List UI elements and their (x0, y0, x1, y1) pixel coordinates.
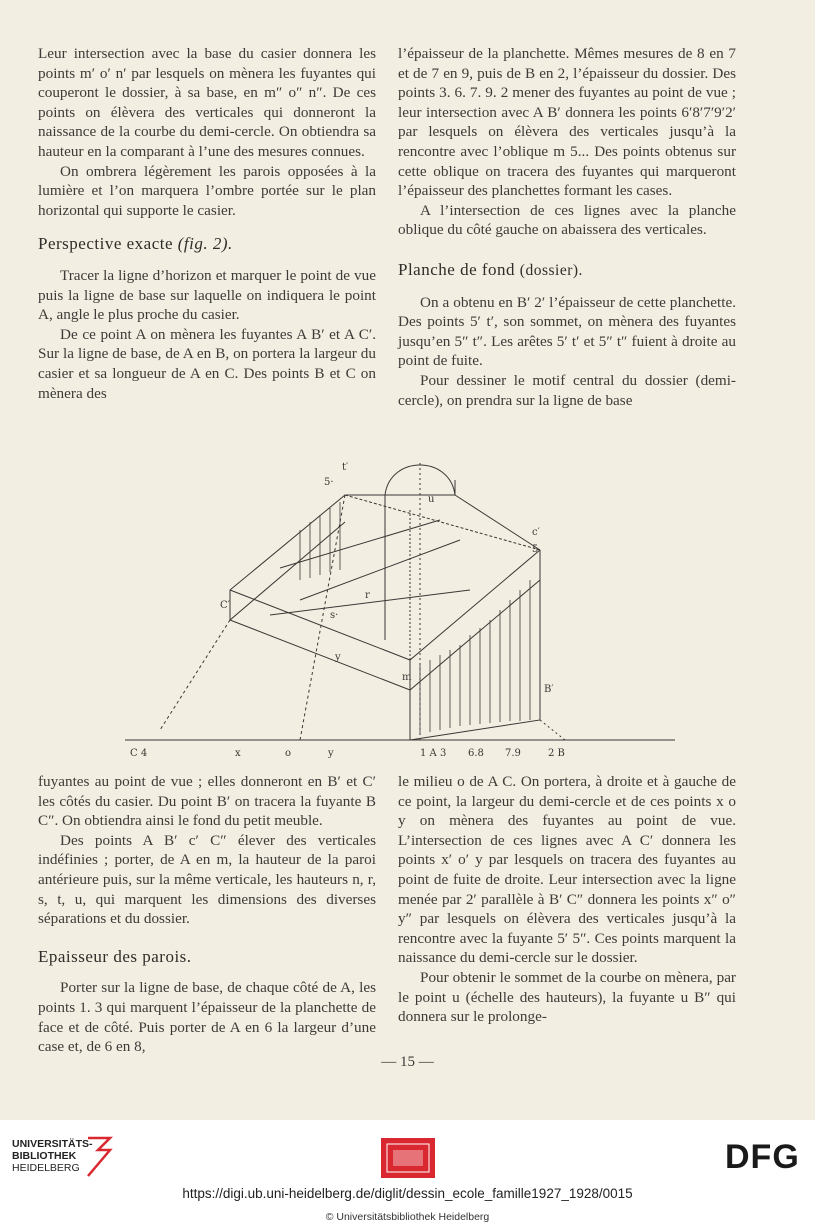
paragraph: A l’intersection de ces lignes avec la planche oblique du côté gauche on abaissera des verticales. (398, 201, 736, 239)
section-heading-epaisseur: Epaisseur des parois. (38, 946, 192, 966)
label-base-68: 6.8 (468, 748, 484, 759)
column-right-bottom (398, 772, 736, 1027)
paragraph: On a obtenu en B′ 2′ l’épaisseur de cette planchette. Des points 5′ t′, son sommet, on mènera des fuyantes jusqu’en 5″ t″. Les arêtes 5′ t′ et 5″ t″ fuient à droite au point de fuite. (398, 293, 736, 370)
paragraph: Porter sur la ligne de base, de chaque côté de A, les points 1. 3 qui marquent l’épaisseur de la planchette de face et de côté. Puis porter de A en 6 la largeur d’une case et, de 6 en 8, (38, 979, 376, 1056)
label-base-y: y (328, 748, 334, 759)
column-left-top (38, 44, 376, 403)
heading-subtitle: (dossier). (519, 261, 583, 279)
paragraph: On ombrera légèrement les parois opposées à la lumière et l’on marquera l’ombre portée sur le plan horizontal qui supporte le casier. (38, 162, 376, 219)
copyright: © Universitätsbibliothek Heidelberg (325, 1211, 490, 1223)
paragraph: le milieu o de A C. On portera, à droite et à gauche de ce point, la largeur du demi-cercle et de ces points x o y on mènera des fuyantes au point de vue. L’intersection de ces lignes avec A C′ donnera les points x′ o′ y par lesquels on tracera des fuyantes au point de fuite de droite. Leur intersection avec la ligne menée par 2′ parallèle à B′ C″ donnera les points x″ o″ y″ par lesquels on élèvera des verticales jusqu’à la rencontre avec la fuyante 5′ 5″. Ces points marquent la naissance du demi-cercle sur le dossier. (398, 773, 736, 967)
label-base-2b: 2 B (548, 748, 565, 759)
label-base-1a3: 1 A 3 (420, 748, 447, 759)
paragraph: Pour obtenir le sommet de la courbe on mènera, par le point u (échelle des hauteurs), la fuyante u B″ qui donnera sur le prolonge- (398, 968, 736, 1026)
section-heading-perspective (38, 234, 376, 254)
paragraph: Leur intersection avec la base du casier donnera les points m′ o′ n′ par lesquels on mènera les fuyantes qui couperont le dossier, à sa base, en m″ o″ n″. De ces points on élèvera des verticales qui donneront la naissance de la courbe du demi-cercle. On obtiendra sa hauteur en la comparant à l’une des mesures connues. (38, 45, 376, 160)
label-m: m (402, 672, 412, 683)
page-url-link[interactable]: https://digi.ub.uni-heidelberg.de/diglit/dessin_ecole_famille1927_1928/0015 (182, 1186, 633, 1201)
casier-left-edge (230, 480, 455, 590)
label-y: y (335, 652, 341, 663)
label-r: r (365, 590, 370, 601)
label-u: u (428, 494, 435, 505)
paragraph: l’épaisseur de la planchette. Mêmes mesures de 8 en 7 et de 7 en 9, puis de B en 2, l’épaisseur du dossier. Des points 3. 6. 7. 9. 2 mener des fuyantes au point de vue ; leur intersection avec A B′ donnera les points 6′8′7′9′2′ par lesquels on élèvera des verticales jusqu’à la rencontre avec l’oblique m 5... Des points obtenus sur cette oblique on tracera des fuyantes qui marqueront l’épaisseur des planchettes formant les cases. (398, 45, 736, 200)
label-base-c4: C 4 (130, 748, 148, 759)
label-base-x: x (235, 748, 241, 759)
section-heading-planche (398, 260, 736, 281)
label-5-right: 5 (532, 544, 539, 555)
label-C-prime: C′ (220, 600, 230, 611)
heading-figure-ref: (fig. 2). (177, 234, 233, 254)
label-B-prime: B′ (544, 684, 554, 695)
perspective-drawing (120, 440, 680, 760)
heading-text: Planche de fond (398, 259, 516, 279)
project-logo-icon (381, 1138, 435, 1178)
library-mark-icon (84, 1136, 114, 1178)
library-logo-text (12, 1138, 93, 1174)
paragraph: Pour dessiner le motif central du dossier (demi-cercle), on prendra sur la ligne de base (398, 371, 736, 409)
label-c-prime: c′ (532, 527, 540, 538)
label-t-prime: t′ (342, 462, 349, 473)
label-base-o: o (285, 748, 292, 759)
paragraph: De ce point A on mènera les fuyantes A B′ et A C′. Sur la ligne de base, de A en B, on portera la largeur du casier et sa longueur de A en C. Des points B et C on mènera des (38, 325, 376, 402)
label-s: s· (330, 610, 339, 621)
heading-text: Perspective exacte (38, 234, 174, 254)
paragraph: fuyantes au point de vue ; elles donneront en B′ et C′ les côtés du casier. Du point B′ on tracera la fuyante B C″. On obtiendra ainsi le fond du petit meuble. (38, 773, 376, 830)
library-line: HEIDELBERG (12, 1162, 80, 1174)
dfg-logo: DFG (725, 1138, 800, 1176)
label-5: 5· (324, 477, 334, 488)
paragraph: Tracer la ligne d’horizon et marquer le point de vue puis la ligne de base sur laquelle on indiquera le point A, angle le plus proche du casier. (38, 266, 376, 324)
page-number: — 15 — (381, 1054, 434, 1070)
column-left-bottom (38, 772, 376, 1057)
library-line: UNIVERSITÄTS- (12, 1138, 93, 1150)
paragraph: Des points A B′ c′ C″ élever des verticales indéfinies ; porter, de A en m, la hauteur de la paroi antérieure puis, sur la même verticale, les hauteurs n, r, s, t, u, qui marquent les dimensions des diverses séparations et du dossier. (38, 831, 376, 928)
column-right-top (398, 44, 736, 410)
library-line: BIBLIOTHEK (12, 1150, 77, 1162)
label-base-79: 7.9 (505, 748, 521, 759)
